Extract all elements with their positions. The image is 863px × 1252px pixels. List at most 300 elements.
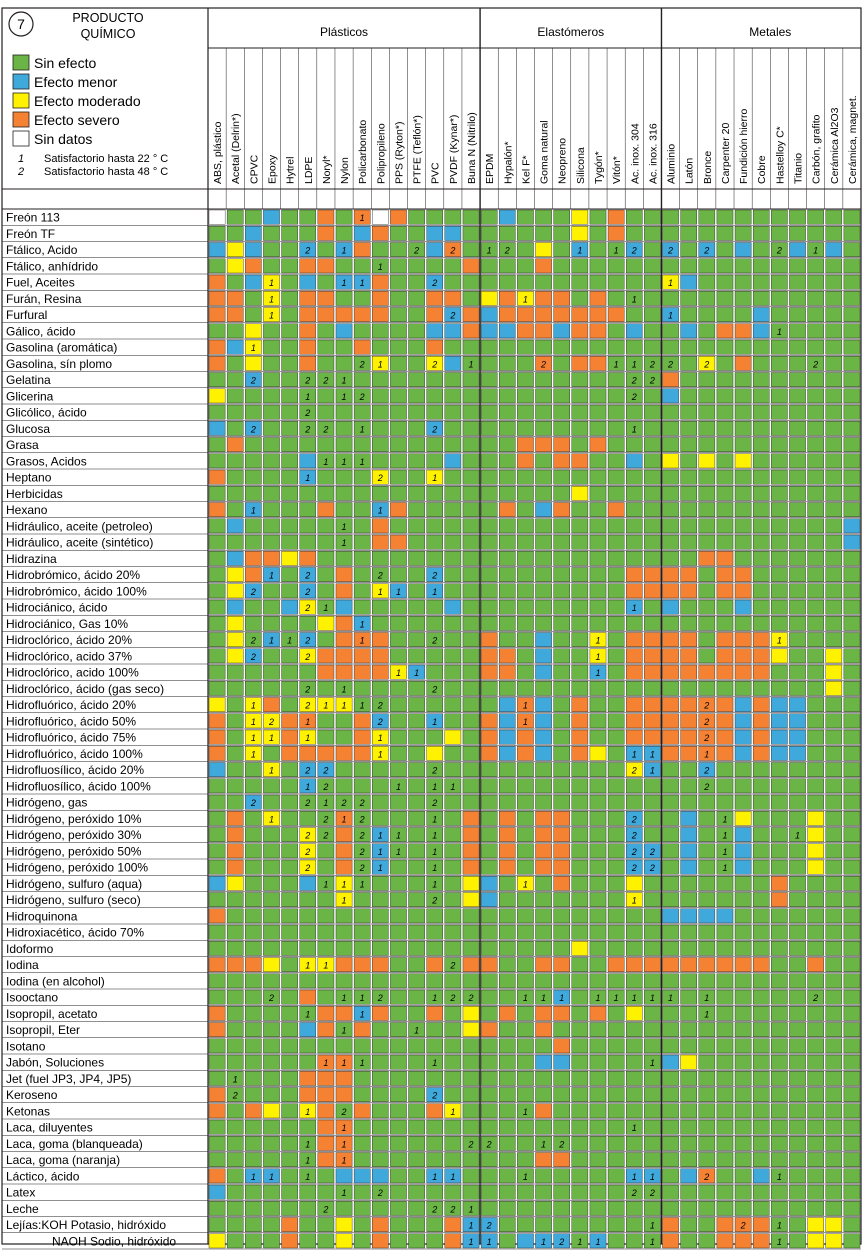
cell-43-1 (227, 909, 243, 923)
cell-17-15 (481, 486, 497, 500)
cell-48-26 (681, 990, 697, 1004)
row-label-63: NAOH Sodio, hidróxido (52, 1234, 177, 1249)
cell-35-8 (354, 779, 370, 793)
cell-42-8 (354, 893, 370, 907)
cell-35-28 (717, 779, 733, 793)
cell-49-17 (517, 1006, 533, 1020)
cell-28-19 (554, 665, 570, 679)
cell-39-26 (681, 844, 697, 858)
cell-23-14 (463, 584, 479, 598)
cell-4-13 (445, 275, 461, 289)
cell-58-33 (808, 1153, 824, 1167)
cell-13-27 (699, 421, 715, 435)
cell-59-11 (409, 1169, 425, 1183)
cell-37-24 (644, 811, 660, 825)
cell-41-18 (536, 876, 552, 890)
cell-21-23 (626, 551, 642, 565)
cell-37-10 (390, 811, 406, 825)
cell-mark-34-12: 2 (432, 765, 438, 776)
cell-mark-15-7: 1 (341, 456, 347, 467)
cell-2-9 (372, 243, 388, 257)
cell-50-26 (681, 1023, 697, 1037)
cell-50-10 (390, 1023, 406, 1037)
cell-15-5 (300, 454, 316, 468)
cell-8-20 (572, 340, 588, 354)
cell-49-32 (789, 1006, 805, 1020)
cell-49-0 (209, 1006, 225, 1020)
cell-61-4 (282, 1201, 298, 1215)
cell-53-25 (662, 1071, 678, 1085)
cell-36-4 (282, 795, 298, 809)
cell-2-14 (463, 243, 479, 257)
cell-51-15 (481, 1039, 497, 1053)
cell-3-35 (844, 259, 860, 273)
cell-13-24 (644, 421, 660, 435)
cell-61-20 (572, 1201, 588, 1215)
cell-17-19 (554, 486, 570, 500)
cell-36-28 (717, 795, 733, 809)
cell-10-29 (735, 373, 751, 387)
column-header-27: Bronce (701, 150, 714, 184)
cell-14-16 (499, 438, 515, 452)
cell-17-16 (499, 486, 515, 500)
cell-1-29 (735, 226, 751, 240)
column-header-9: Polipropileno (375, 123, 388, 184)
cell-58-32 (789, 1153, 805, 1167)
cell-mark-31-9: 2 (377, 716, 383, 727)
cell-50-20 (572, 1023, 588, 1037)
cell-62-6 (318, 1218, 334, 1232)
cell-61-1 (227, 1201, 243, 1215)
cell-mark-38-28: 1 (722, 830, 728, 841)
cell-35-4 (282, 779, 298, 793)
cell-31-4 (282, 714, 298, 728)
cell-45-31 (771, 941, 787, 955)
cell-6-4 (282, 308, 298, 322)
cell-2-35 (844, 243, 860, 257)
cell-58-20 (572, 1153, 588, 1167)
cell-43-32 (789, 909, 805, 923)
cell-54-27 (699, 1088, 715, 1102)
cell-9-5 (300, 356, 316, 370)
cell-61-31 (771, 1201, 787, 1215)
cell-28-6 (318, 665, 334, 679)
cell-48-31 (771, 990, 787, 1004)
cell-31-20 (572, 714, 588, 728)
cell-12-29 (735, 405, 751, 419)
cell-34-21 (590, 763, 606, 777)
cell-36-9 (372, 795, 388, 809)
cell-24-35 (844, 600, 860, 614)
cell-42-6 (318, 893, 334, 907)
cell-47-8 (354, 974, 370, 988)
cell-51-4 (282, 1039, 298, 1053)
cell-30-20 (572, 698, 588, 712)
cell-51-0 (209, 1039, 225, 1053)
cell-45-26 (681, 941, 697, 955)
cell-22-6 (318, 568, 334, 582)
cell-23-18 (536, 584, 552, 598)
cell-51-16 (499, 1039, 515, 1053)
cell-24-33 (808, 600, 824, 614)
row-label-6: Furfural (6, 308, 48, 322)
group-label-0: Plásticos (320, 25, 369, 39)
cell-4-14 (463, 275, 479, 289)
cell-23-33 (808, 584, 824, 598)
cell-48-4 (282, 990, 298, 1004)
cell-39-7 (336, 844, 352, 858)
cell-6-29 (735, 308, 751, 322)
cell-22-28 (717, 568, 733, 582)
cell-26-18 (536, 633, 552, 647)
cell-39-31 (771, 844, 787, 858)
cell-16-28 (717, 470, 733, 484)
cell-0-35 (844, 210, 860, 224)
cell-45-12 (427, 941, 443, 955)
cell-45-14 (463, 941, 479, 955)
cell-41-0 (209, 876, 225, 890)
cell-47-0 (209, 974, 225, 988)
cell-40-15 (481, 860, 497, 874)
legend-swatch-3 (13, 112, 29, 127)
cell-43-3 (263, 909, 279, 923)
cell-11-16 (499, 389, 515, 403)
cell-mark-26-3: 1 (268, 635, 274, 646)
cell-61-11 (409, 1201, 425, 1215)
cell-45-13 (445, 941, 461, 955)
cell-36-17 (517, 795, 533, 809)
cell-mark-48-14: 2 (468, 993, 474, 1003)
cell-18-19 (554, 503, 570, 517)
cell-59-4 (282, 1169, 298, 1183)
cell-4-19 (554, 275, 570, 289)
cell-22-14 (463, 568, 479, 582)
cell-27-35 (844, 649, 860, 663)
cell-52-30 (753, 1055, 769, 1069)
cell-45-5 (300, 941, 316, 955)
cell-62-18 (536, 1218, 552, 1232)
cell-43-18 (536, 909, 552, 923)
cell-14-1 (227, 438, 243, 452)
cell-48-1 (227, 990, 243, 1004)
cell-9-4 (282, 356, 298, 370)
cell-53-31 (771, 1071, 787, 1085)
cell-31-19 (554, 714, 570, 728)
cell-34-32 (789, 763, 805, 777)
cell-16-1 (227, 470, 243, 484)
cell-52-2 (245, 1055, 261, 1069)
column-header-31: Hastelloy C* (774, 126, 787, 184)
row-label-25: Hidrociánico, Gas 10% (6, 616, 129, 631)
cell-53-34 (826, 1071, 842, 1085)
cell-mark-41-7: 1 (341, 879, 347, 890)
cell-35-11 (409, 779, 425, 793)
cell-58-9 (372, 1153, 388, 1167)
cell-36-10 (390, 795, 406, 809)
cell-16-4 (282, 470, 298, 484)
cell-15-33 (808, 454, 824, 468)
cell-23-16 (499, 584, 515, 598)
cell-23-20 (572, 584, 588, 598)
cell-20-3 (263, 535, 279, 549)
cell-18-7 (336, 503, 352, 517)
cell-53-19 (554, 1071, 570, 1085)
cell-mark-9-24: 2 (649, 359, 655, 370)
cell-5-13 (445, 291, 461, 305)
cell-44-22 (608, 925, 624, 939)
legend-swatch-1 (13, 74, 29, 89)
cell-21-18 (536, 551, 552, 565)
cell-3-16 (499, 259, 515, 273)
cell-18-6 (318, 503, 334, 517)
cell-7-33 (808, 324, 824, 338)
cell-16-15 (481, 470, 497, 484)
cell-20-12 (427, 535, 443, 549)
cell-9-2 (245, 356, 261, 370)
cell-15-9 (372, 454, 388, 468)
cell-55-28 (717, 1104, 733, 1118)
cell-mark-9-9: 1 (377, 359, 383, 370)
cell-55-33 (808, 1104, 824, 1118)
cell-35-26 (681, 779, 697, 793)
cell-20-21 (590, 535, 606, 549)
column-header-16: Hypalón* (502, 141, 515, 184)
cell-50-0 (209, 1023, 225, 1037)
cell-20-23 (626, 535, 642, 549)
cell-58-11 (409, 1153, 425, 1167)
cell-48-30 (753, 990, 769, 1004)
cell-31-13 (445, 714, 461, 728)
cell-25-33 (808, 616, 824, 630)
cell-57-22 (608, 1136, 624, 1150)
cell-11-0 (209, 389, 225, 403)
cell-18-4 (282, 503, 298, 517)
cell-5-25 (662, 291, 678, 305)
cell-40-26 (681, 860, 697, 874)
cell-38-4 (282, 828, 298, 842)
cell-49-6 (318, 1006, 334, 1020)
cell-49-29 (735, 1006, 751, 1020)
cell-22-11 (409, 568, 425, 582)
cell-19-25 (662, 519, 678, 533)
cell-47-17 (517, 974, 533, 988)
cell-mark-41-8: 1 (359, 879, 365, 890)
cell-17-32 (789, 486, 805, 500)
cell-48-34 (826, 990, 842, 1004)
cell-62-3 (263, 1218, 279, 1232)
cell-6-7 (336, 308, 352, 322)
cell-27-6 (318, 649, 334, 663)
cell-mark-39-28: 1 (722, 846, 728, 857)
cell-33-22 (608, 746, 624, 760)
cell-24-7 (336, 600, 352, 614)
cell-48-28 (717, 990, 733, 1004)
cell-1-2 (245, 226, 261, 240)
cell-56-34 (826, 1120, 842, 1134)
cell-18-12 (427, 503, 443, 517)
cell-mark-30-6: 1 (323, 700, 329, 711)
cell-4-18 (536, 275, 552, 289)
cell-22-8 (354, 568, 370, 582)
cell-48-32 (789, 990, 805, 1004)
cell-mark-27-21: 1 (595, 651, 601, 662)
cell-20-31 (771, 535, 787, 549)
cell-51-10 (390, 1039, 406, 1053)
cell-56-1 (227, 1120, 243, 1134)
cell-58-2 (245, 1153, 261, 1167)
cell-21-3 (263, 551, 279, 565)
cell-mark-35-5: 1 (305, 781, 311, 792)
cell-15-16 (499, 454, 515, 468)
cell-56-21 (590, 1120, 606, 1134)
cell-22-16 (499, 568, 515, 582)
row-label-31: Hidrofluórico, ácido 50% (6, 714, 137, 729)
cell-22-34 (826, 568, 842, 582)
cell-26-30 (753, 633, 769, 647)
cell-29-10 (390, 681, 406, 695)
cell-57-27 (699, 1136, 715, 1150)
cell-47-35 (844, 974, 860, 988)
cell-12-25 (662, 405, 678, 419)
cell-mark-48-33: 2 (813, 993, 819, 1003)
cell-14-32 (789, 438, 805, 452)
cell-40-7 (336, 860, 352, 874)
cell-33-33 (808, 746, 824, 760)
cell-32-12 (427, 730, 443, 744)
cell-52-20 (572, 1055, 588, 1069)
cell-0-6 (318, 210, 334, 224)
cell-mark-20-7: 1 (341, 538, 347, 548)
cell-20-6 (318, 535, 334, 549)
cell-16-24 (644, 470, 660, 484)
cell-mark-4-3: 1 (268, 278, 274, 288)
cell-60-18 (536, 1185, 552, 1199)
cell-mark-30-5: 2 (305, 700, 311, 711)
cell-49-11 (409, 1006, 425, 1020)
cell-30-33 (808, 698, 824, 712)
cell-1-24 (644, 226, 660, 240)
cell-51-7 (336, 1039, 352, 1053)
cell-54-13 (445, 1088, 461, 1102)
cell-34-30 (753, 763, 769, 777)
cell-60-25 (662, 1185, 678, 1199)
cell-28-8 (354, 665, 370, 679)
cell-26-20 (572, 633, 588, 647)
cell-12-12 (427, 405, 443, 419)
cell-54-7 (336, 1088, 352, 1102)
cell-25-16 (499, 616, 515, 630)
cell-13-20 (572, 421, 588, 435)
cell-19-19 (554, 519, 570, 533)
cell-40-32 (789, 860, 805, 874)
cell-49-2 (245, 1006, 261, 1020)
cell-15-34 (826, 454, 842, 468)
cell-21-6 (318, 551, 334, 565)
cell-mark-39-24: 2 (649, 846, 655, 857)
cell-5-34 (826, 291, 842, 305)
cell-23-23 (626, 584, 642, 598)
cell-29-8 (354, 681, 370, 695)
cell-mark-2-25: 2 (668, 245, 674, 256)
cell-46-28 (717, 958, 733, 972)
cell-59-8 (354, 1169, 370, 1183)
cell-43-6 (318, 909, 334, 923)
cell-26-7 (336, 633, 352, 647)
cell-63-35 (844, 1234, 860, 1248)
cell-53-26 (681, 1071, 697, 1085)
cell-52-35 (844, 1055, 860, 1069)
cell-mark-32-3: 1 (268, 733, 274, 743)
cell-35-32 (789, 779, 805, 793)
cell-24-12 (427, 600, 443, 614)
cell-9-28 (717, 356, 733, 370)
cell-0-31 (771, 210, 787, 224)
cell-48-20 (572, 990, 588, 1004)
cell-32-28 (717, 730, 733, 744)
cell-10-27 (699, 373, 715, 387)
cell-9-13 (445, 356, 461, 370)
cell-1-26 (681, 226, 697, 240)
cell-12-15 (481, 405, 497, 419)
cell-2-29 (735, 243, 751, 257)
cell-38-15 (481, 828, 497, 842)
cell-4-16 (499, 275, 515, 289)
cell-53-9 (372, 1071, 388, 1085)
cell-18-27 (699, 503, 715, 517)
cell-16-17 (517, 470, 533, 484)
cell-13-3 (263, 421, 279, 435)
cell-47-2 (245, 974, 261, 988)
cell-mark-38-5: 2 (305, 830, 311, 841)
cell-45-3 (263, 941, 279, 955)
cell-mark-37-12: 1 (432, 814, 438, 825)
cell-27-0 (209, 649, 225, 663)
cell-38-0 (209, 828, 225, 842)
cell-59-29 (735, 1169, 751, 1183)
cell-mark-38-12: 1 (432, 830, 438, 841)
cell-53-30 (753, 1071, 769, 1085)
cell-20-32 (789, 535, 805, 549)
cell-mark-4-12: 2 (432, 278, 438, 288)
cell-mark-59-12: 1 (432, 1171, 438, 1182)
cell-51-27 (699, 1039, 715, 1053)
cell-34-18 (536, 763, 552, 777)
cell-8-25 (662, 340, 678, 354)
row-label-14: Grasa (6, 438, 39, 452)
cell-50-14 (463, 1023, 479, 1037)
cell-23-13 (445, 584, 461, 598)
cell-40-33 (808, 860, 824, 874)
cell-23-34 (826, 584, 842, 598)
cell-25-14 (463, 616, 479, 630)
cell-25-0 (209, 616, 225, 630)
cell-7-27 (699, 324, 715, 338)
cell-19-31 (771, 519, 787, 533)
cell-49-15 (481, 1006, 497, 1020)
cell-24-19 (554, 600, 570, 614)
cell-13-32 (789, 421, 805, 435)
cell-20-30 (753, 535, 769, 549)
cell-60-0 (209, 1185, 225, 1199)
cell-37-25 (662, 811, 678, 825)
cell-mark-26-8: 1 (359, 635, 365, 646)
cell-41-34 (826, 876, 842, 890)
cell-44-29 (735, 925, 751, 939)
cell-61-24 (644, 1201, 660, 1215)
cell-1-19 (554, 226, 570, 240)
cell-37-11 (409, 811, 425, 825)
cell-57-4 (282, 1136, 298, 1150)
